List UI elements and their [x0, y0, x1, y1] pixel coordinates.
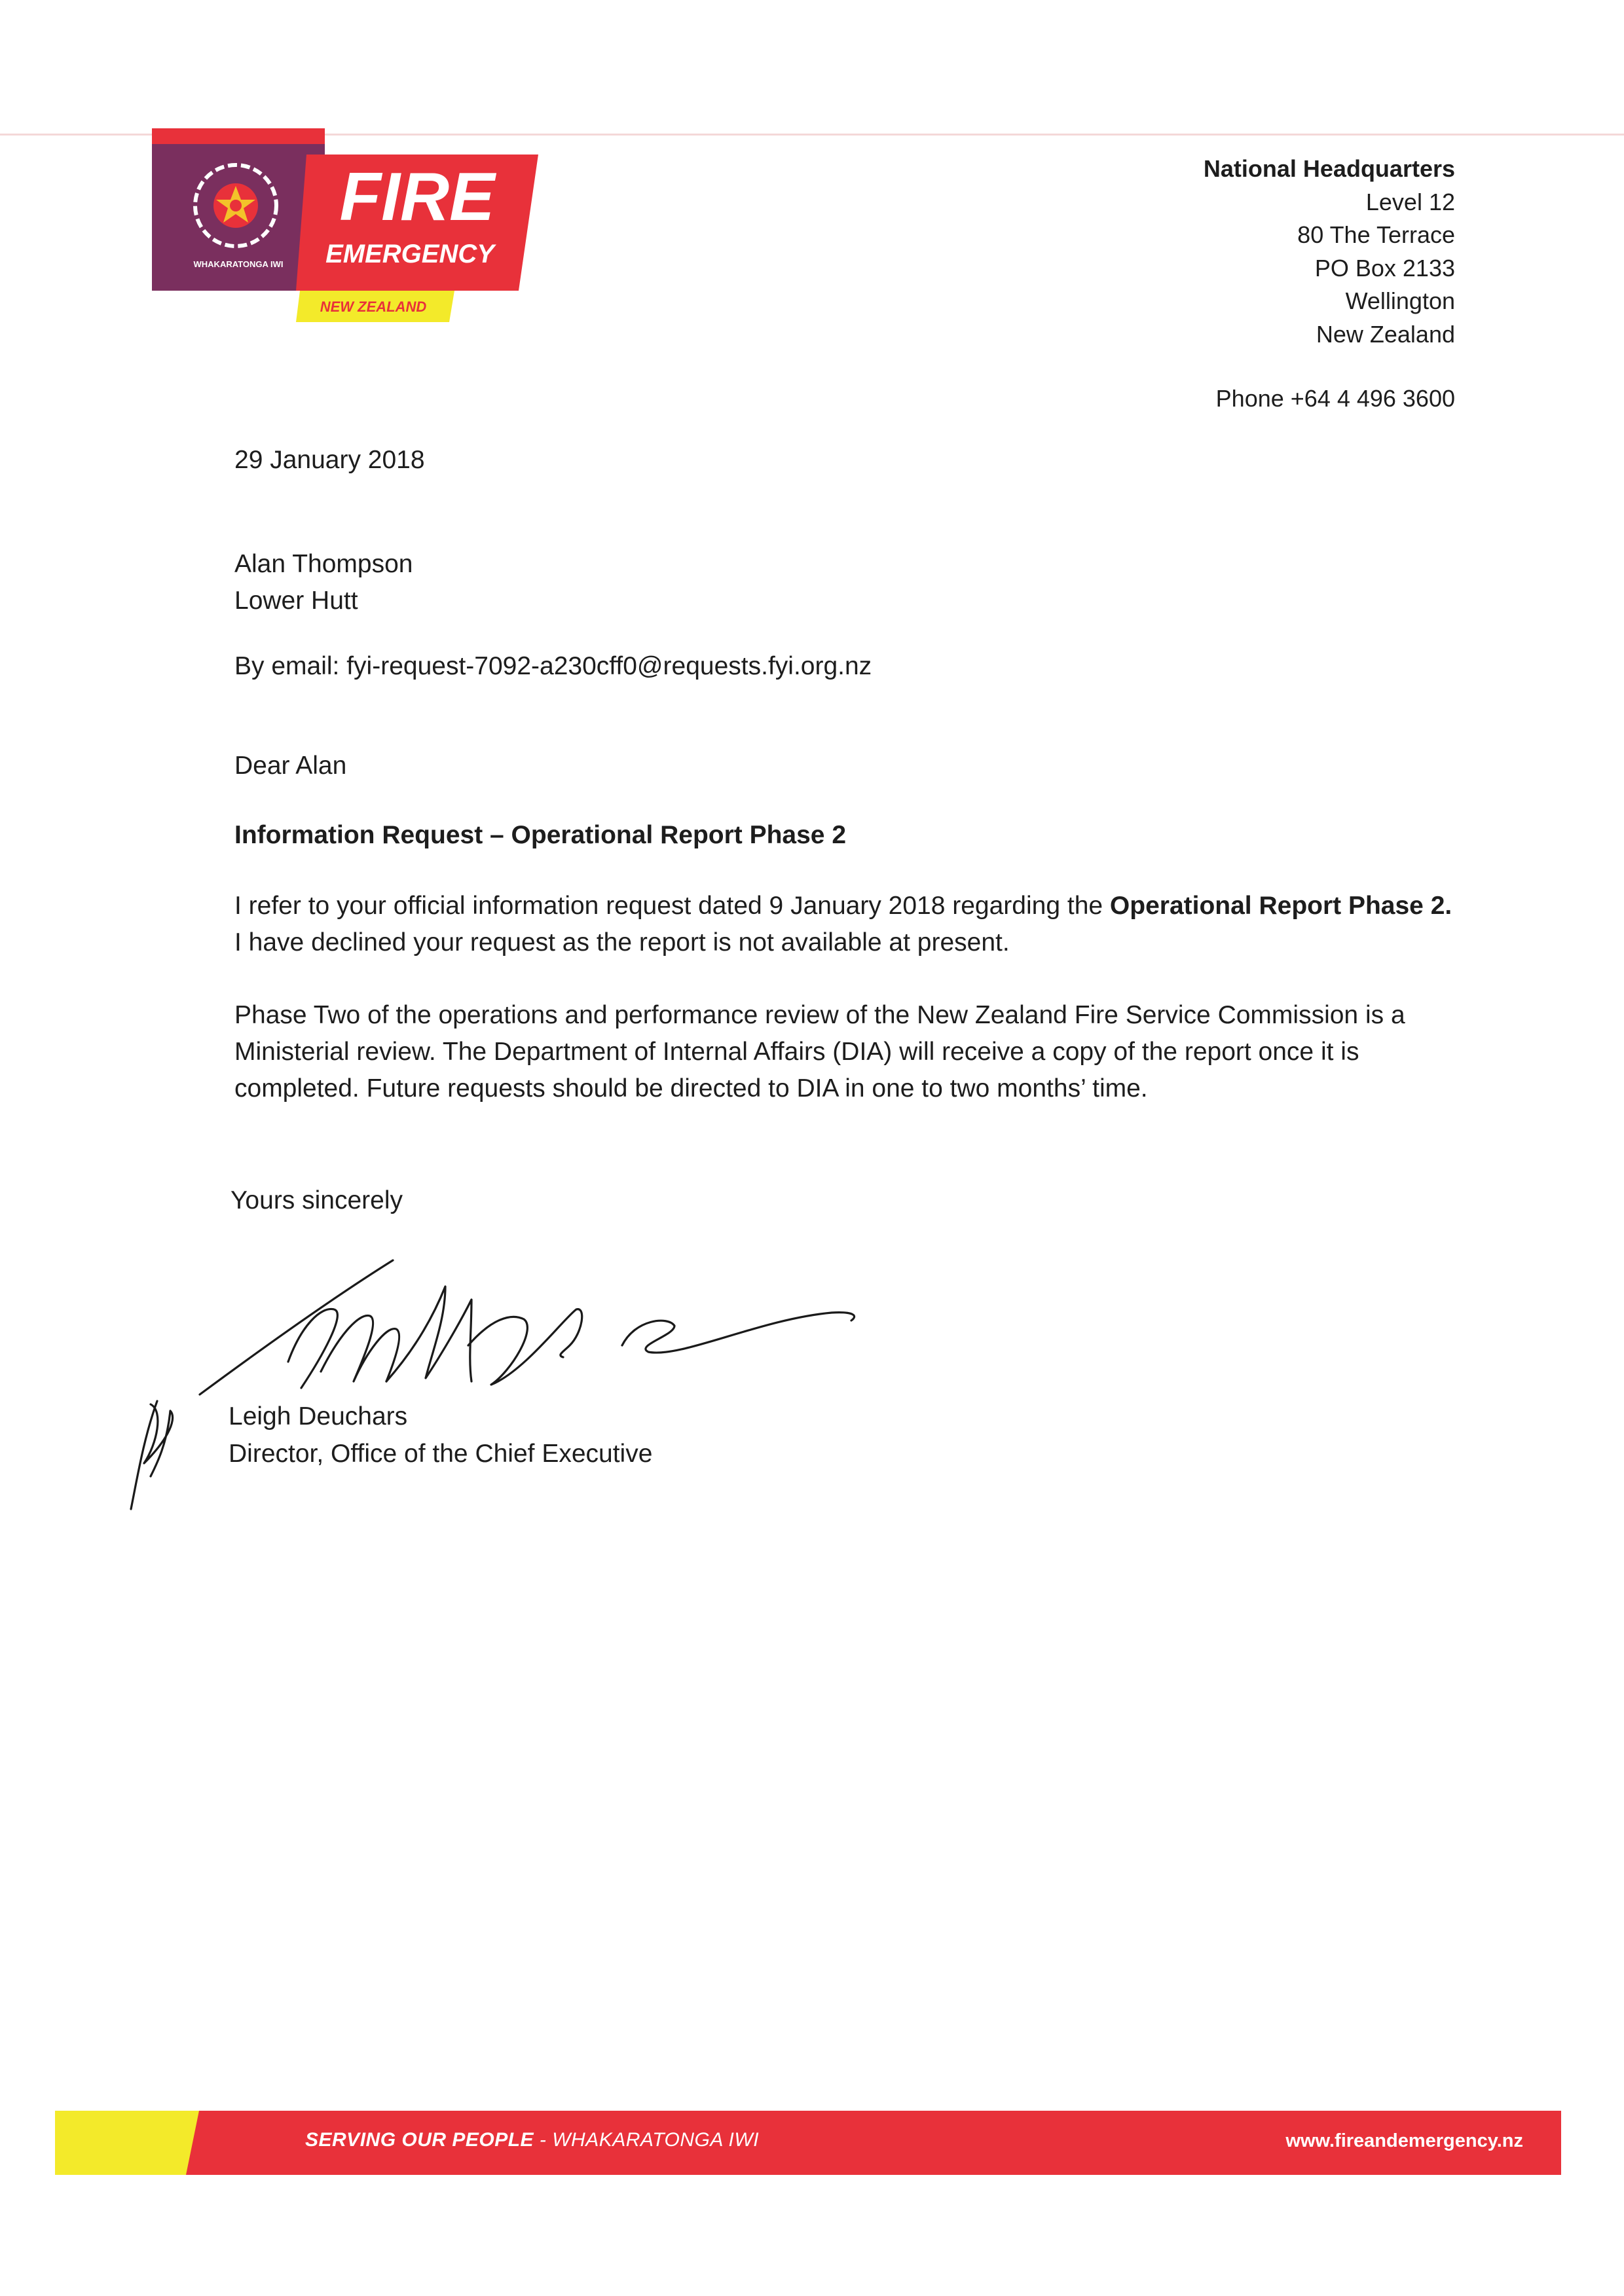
logo-word-emergency: EMERGENCY	[325, 240, 494, 268]
logo-country: NEW ZEALAND	[320, 299, 427, 315]
recipient-block	[234, 546, 1452, 619]
handwritten-signature	[105, 1247, 891, 1548]
footer-tagline-bold: SERVING OUR PEOPLE	[305, 2129, 534, 2151]
sender-address-block	[1204, 153, 1455, 416]
recipient-name: Alan Thompson	[234, 550, 413, 578]
footer-tagline-rest: - WHAKARATONGA IWI	[534, 2129, 760, 2151]
paragraph-2: Phase Two of the operations and performance review of the New Zealand Fire Service Commission is a Ministerial review. The Department of Internal Affairs (DIA) will receive a copy of the report once it is completed. Future requests should be directed to DIA in one to two months’ time.	[234, 1001, 1405, 1102]
signer-name: Leigh Deuchars	[229, 1402, 408, 1430]
letter-date: 29 January 2018	[234, 446, 425, 474]
address-line: Level 12	[1365, 188, 1455, 215]
salutation: Dear Alan	[234, 752, 347, 780]
fire-emergency-logo	[152, 128, 540, 322]
logo-word-fire: FIRE	[339, 159, 495, 235]
phone-number: Phone +64 4 496 3600	[1215, 385, 1455, 412]
logo-top-bar	[152, 128, 325, 144]
letter-subject: Information Request – Operational Report Phase 2	[234, 821, 847, 849]
logo-motto: WHAKARATONGA IWI	[193, 259, 284, 269]
address-line: PO Box 2133	[1314, 254, 1455, 282]
paragraph-1	[234, 888, 1452, 961]
address-line: New Zealand	[1316, 320, 1455, 348]
footer-banner	[55, 2111, 1561, 2175]
recipient-email-line: By email: fyi-request-7092-a230cff0@requests.fyi.org.nz	[234, 652, 872, 680]
recipient-city: Lower Hutt	[234, 587, 358, 615]
closing: Yours sincerely	[231, 1186, 403, 1214]
footer-website-link[interactable]: www.fireandemergency.nz	[1285, 2130, 1523, 2151]
address-line: 80 The Terrace	[1297, 221, 1455, 248]
paragraph-1-text: I refer to your official information request dated 9 January 2018 regarding the	[234, 892, 1110, 920]
signer-title: Director, Office of the Chief Executive	[229, 1440, 653, 1468]
org-name: National Headquarters	[1203, 155, 1455, 182]
footer-tagline	[305, 2129, 759, 2151]
paragraph-1-text: I have declined your request as the report is not available at present.	[234, 928, 1010, 957]
address-line: Wellington	[1345, 287, 1455, 314]
paragraph-1-report-name: Operational Report Phase 2.	[1109, 892, 1452, 920]
